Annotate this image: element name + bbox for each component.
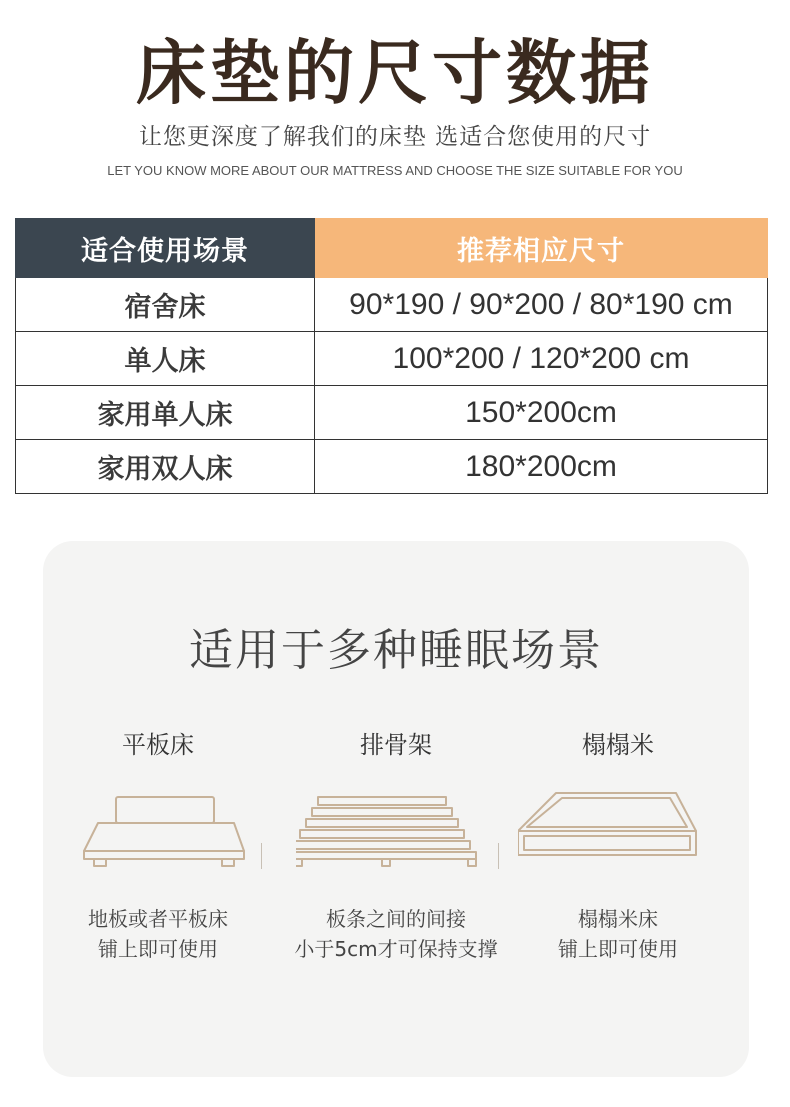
table-header-size: 推荐相应尺寸 xyxy=(315,219,768,278)
table-cell-scene: 宿舍床 xyxy=(16,278,315,332)
table-header-scene: 适合使用场景 xyxy=(16,219,315,278)
table-cell-scene: 家用双人床 xyxy=(16,440,315,494)
scene-platform-bed xyxy=(58,729,258,961)
scene-desc-line: 铺上即可使用 xyxy=(98,937,218,961)
slat-frame-icon xyxy=(296,789,496,879)
scene-description xyxy=(498,904,738,964)
tatami-icon xyxy=(518,789,718,879)
scene-desc-line: 板条之间的间接 xyxy=(326,907,466,931)
scene-desc-line: 铺上即可使用 xyxy=(558,937,678,961)
table-row xyxy=(16,440,768,494)
divider xyxy=(498,843,499,869)
page-subtitle: 让您更深度了解我们的床垫 选适合您使用的尺寸 xyxy=(138,124,652,150)
table-cell-scene: 家用单人床 xyxy=(16,386,315,440)
table-row xyxy=(16,278,768,332)
page-title: 床垫的尺寸数据 xyxy=(136,32,654,114)
scene-desc-line: 小于5cm才可保持支撑 xyxy=(294,937,498,961)
table-cell-size: 100*200 / 120*200 cm xyxy=(315,332,768,386)
scene-desc-line: 地板或者平板床 xyxy=(88,907,228,931)
scene-desc-line: 榻榻米床 xyxy=(578,907,658,931)
table-header-row xyxy=(16,219,768,278)
sleep-scenes-panel xyxy=(43,541,749,1077)
scene-name: 榻榻米 xyxy=(582,731,654,759)
size-table xyxy=(15,218,768,494)
table-cell-size: 180*200cm xyxy=(315,440,768,494)
scene-name: 排骨架 xyxy=(360,731,432,759)
page-subtitle-english: LET YOU KNOW MORE ABOUT OUR MATTRESS AND CHOOSE THE SIZE SUITABLE FOR YOU xyxy=(107,163,683,178)
scene-description xyxy=(38,904,278,964)
table-cell-size: 90*190 / 90*200 / 80*190 cm xyxy=(315,278,768,332)
scene-name: 平板床 xyxy=(122,731,194,759)
divider xyxy=(261,843,262,869)
table-cell-scene: 单人床 xyxy=(16,332,315,386)
scene-description xyxy=(276,904,516,964)
table-cell-size: 150*200cm xyxy=(315,386,768,440)
scenes-title: 适用于多种睡眠场景 xyxy=(189,625,603,676)
scene-slat-frame xyxy=(294,729,498,961)
platform-bed-icon xyxy=(58,789,258,879)
table-row xyxy=(16,332,768,386)
scene-tatami xyxy=(518,729,718,961)
table-row xyxy=(16,386,768,440)
